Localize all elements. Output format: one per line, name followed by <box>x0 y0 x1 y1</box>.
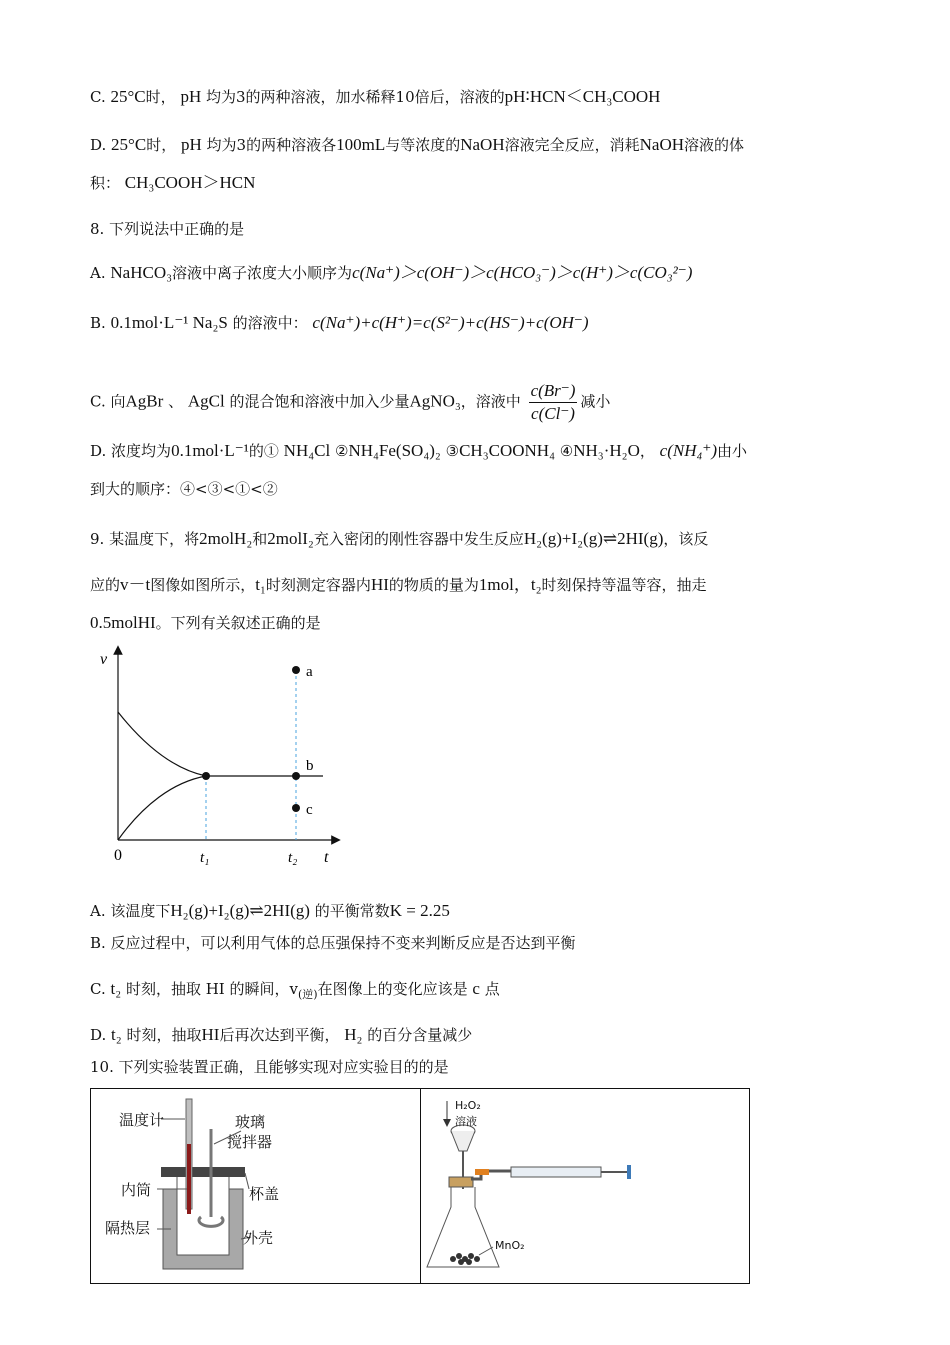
species: NH₄Fe(SO₄)₂ <box>348 441 441 460</box>
h2: H₂ <box>344 1025 363 1044</box>
text: 的混合饱和溶液中加入少量 <box>229 392 410 411</box>
point-a <box>292 666 300 674</box>
v-t-graph <box>88 640 348 870</box>
text: ④ <box>559 442 574 460</box>
label-stirrer: 搅拌器 <box>227 1133 273 1151</box>
naoh: NaOH <box>460 135 505 154</box>
text: 时刻保持等温等容，抽走 <box>541 576 707 594</box>
text: 时刻测定容器内 <box>265 576 371 594</box>
species: NaHCO₃ <box>110 263 173 282</box>
q9-stem-line3 <box>90 612 321 634</box>
text: 、 <box>168 392 184 411</box>
concentration: 0.1mol·L⁻¹ <box>171 441 249 460</box>
label-a: a <box>306 664 313 680</box>
text: 积： <box>90 174 121 192</box>
label-inner-cup: 内筒 <box>121 1181 152 1199</box>
funnel <box>451 1131 475 1151</box>
amount: 2molI₂ <box>267 529 314 548</box>
q8-option-c <box>90 380 610 425</box>
t2: t₂ <box>111 1025 122 1044</box>
text: 减小 <box>580 392 611 411</box>
text: 的溶液中： <box>232 314 308 332</box>
text: 充入密闭的刚性容器中发生反应 <box>313 530 524 548</box>
text: 。下列有关叙述正确的是 <box>155 614 321 632</box>
species: NH₃·H₂O <box>573 441 640 460</box>
tube-clip <box>475 1169 489 1175</box>
forward-rate-curve <box>118 712 323 776</box>
leader-mno2 <box>479 1247 493 1255</box>
text: 时， <box>145 88 176 106</box>
volume-comparison: CH₃COOH＞HCN <box>124 173 256 192</box>
text: 浓度均为 <box>111 442 172 460</box>
text: 应的 <box>90 576 121 594</box>
option-letter: C. <box>90 392 106 411</box>
reverse-rate-curve <box>118 776 206 840</box>
label-thermometer: 温度计 <box>119 1111 165 1129</box>
text: 溶液的体 <box>684 136 745 154</box>
thermometer-liquid <box>187 1144 191 1214</box>
option-letter: B. <box>90 314 106 332</box>
mno2-particles <box>450 1253 480 1265</box>
hi: HI <box>201 1025 220 1044</box>
species: AgBr <box>125 391 164 411</box>
text: 时， <box>146 136 177 154</box>
ammonium-conc: c(NH₄⁺) <box>659 441 718 460</box>
label-mno2: MnO₂ <box>495 1239 525 1252</box>
stopper <box>449 1177 473 1187</box>
text: 后再次达到平衡， <box>219 1026 340 1044</box>
species: AgNO₃ <box>409 391 461 411</box>
t2: t₂ <box>110 979 122 998</box>
flask <box>427 1187 499 1267</box>
v-t: v－t <box>120 575 151 594</box>
text: ，溶液中 <box>460 392 521 411</box>
option-letter: C. <box>90 980 106 998</box>
text: 均为3的两种溶液，加水稀释10倍后，溶液的 <box>206 88 505 106</box>
ph-symbol: pH <box>180 135 202 154</box>
label-h2o2: H₂O₂ <box>455 1099 481 1112</box>
ion-order: c(Na⁺)＞c(OH⁻)＞c(HCO₃⁻)＞c(H⁺)＞c(CO₃²⁻) <box>352 263 693 282</box>
q9-stem-line2 <box>90 574 707 596</box>
q9-stem-line1 <box>90 528 708 550</box>
text: ② <box>335 442 349 460</box>
text: 的物质的量为 <box>388 576 479 594</box>
text: 点 <box>484 980 500 998</box>
syringe-barrel <box>511 1167 601 1177</box>
label-shell: 外壳 <box>243 1229 274 1247</box>
option-letter: D. <box>90 442 107 460</box>
label-c: c <box>306 802 313 818</box>
q9-option-d <box>90 1024 472 1046</box>
label-glass: 玻璃 <box>235 1113 266 1131</box>
q7-option-d-cont <box>90 172 255 194</box>
temperature: 25°C <box>111 135 147 154</box>
option-letter: D. <box>90 1026 107 1044</box>
t2-label: t₂ <box>288 850 298 866</box>
ph-comparison: pH∶HCN＜CH₃COOH <box>504 87 661 106</box>
volume: 100mL <box>336 135 386 154</box>
charge-balance: c(Na⁺)+c(H⁺)=c(S²⁻)+c(HS⁻)+c(OH⁻) <box>312 313 589 332</box>
apparatus-table <box>90 1088 750 1284</box>
x-label: t <box>324 849 329 866</box>
text: 由小 <box>717 442 748 460</box>
text: 和 <box>252 530 268 548</box>
option-letter: A. <box>90 902 106 920</box>
text: 与等浓度的 <box>385 136 461 154</box>
arrow-head <box>443 1119 451 1127</box>
text: 9. 某温度下，将 <box>90 530 200 548</box>
option-letter: D. <box>90 136 107 154</box>
species: NH₄Cl <box>283 441 331 460</box>
text: 的① <box>248 442 279 460</box>
text: 在图像上的变化应该是 <box>317 980 468 998</box>
q10-stem: 10. 下列实验装置正确，且能够实现对应实验目的的是 <box>90 1058 449 1076</box>
t1-label: t₁ <box>200 850 210 866</box>
t1: t₁ <box>255 575 266 594</box>
q9-option-b: B. 反应过程中，可以利用气体的总压强保持不变来判断反应是否达到平衡 <box>90 934 576 952</box>
amount: 0.5molHI <box>90 613 156 632</box>
q9-option-a <box>90 900 450 922</box>
amount: 2molH₂ <box>199 529 253 548</box>
point-b <box>292 772 300 780</box>
text: 时刻，抽取 <box>126 1026 202 1044</box>
temperature: 25°C <box>110 87 146 106</box>
q7-option-c <box>90 86 660 108</box>
text: ，该反 <box>663 530 709 548</box>
text: 均为3的两种溶液各 <box>206 136 337 154</box>
reaction-equation: H₂(g)+I₂(g)⇌2HI(g) <box>523 529 664 548</box>
label-lid: 杯盖 <box>249 1185 280 1203</box>
denominator: c(Cl⁻) <box>531 404 575 423</box>
equilibrium-point <box>202 772 210 780</box>
ph-symbol: pH <box>180 87 202 106</box>
q8-option-d-cont: 到大的顺序：④<③<①<② <box>90 480 278 498</box>
numerator: c(Br⁻) <box>529 380 578 403</box>
label-insulation: 隔热层 <box>105 1219 151 1237</box>
option-letter: A. <box>90 264 106 282</box>
option-letter: C. <box>90 88 106 106</box>
origin-label: 0 <box>114 847 122 864</box>
point-c <box>292 804 300 812</box>
lid <box>161 1167 245 1177</box>
text: 向 <box>110 392 126 411</box>
amount: 1mol，t₂ <box>478 575 542 594</box>
syringe-end <box>627 1165 631 1179</box>
label-b: b <box>306 758 314 774</box>
q7-option-d <box>90 134 744 156</box>
text: 的平衡常数 <box>314 902 390 920</box>
label-solution: 溶液 <box>455 1115 477 1128</box>
point-c-ref: c <box>472 979 480 998</box>
text: 溶液完全反应，消耗 <box>504 136 640 154</box>
concentration-ratio <box>529 380 578 425</box>
reaction-equation: H₂(g)+I₂(g)⇌2HI(g) <box>170 901 310 920</box>
q8-option-a <box>90 262 692 284</box>
text: 该温度下 <box>110 902 171 920</box>
subscript: (逆) <box>297 988 318 1001</box>
text: 溶液中离子浓度大小顺序为 <box>172 264 353 282</box>
q8-option-d <box>90 440 747 462</box>
y-label: v <box>100 651 108 668</box>
q9-option-c <box>90 978 500 1006</box>
equilibrium-constant: K = 2.25 <box>389 901 450 920</box>
text: 的百分含量减少 <box>367 1026 473 1044</box>
species: CH₃COONH₄ <box>459 441 555 460</box>
hi: HI <box>370 575 389 594</box>
species: AgCl <box>187 391 225 411</box>
text: 时刻，抽取 HI 的瞬间，v <box>125 980 298 998</box>
q8-option-b <box>90 312 589 334</box>
text: 图像如图所示， <box>150 576 256 594</box>
naoh: NaOH <box>639 135 685 154</box>
text: ③ <box>445 442 460 460</box>
inner-cup <box>177 1175 229 1255</box>
concentration: 0.1mol·L⁻¹ Na₂S <box>110 313 228 332</box>
text: ， <box>639 442 655 460</box>
q8-stem: 8. 下列说法中正确的是 <box>90 220 245 238</box>
